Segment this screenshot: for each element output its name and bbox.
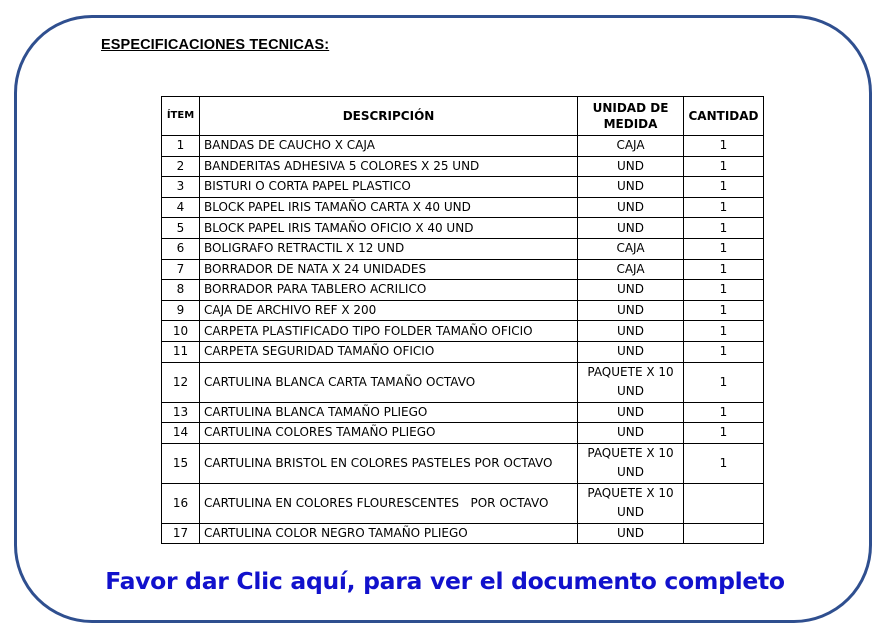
header-unit: UNIDAD DE MEDIDA xyxy=(578,97,684,136)
cell-description: BLOCK PAPEL IRIS TAMAÑO CARTA X 40 UND xyxy=(200,197,578,218)
cell-item: 8 xyxy=(162,280,200,301)
cell-quantity: 1 xyxy=(684,238,764,259)
cell-description: CARTULINA EN COLORES FLOURESCENTES POR OCTAVO xyxy=(200,483,578,523)
cell-unit: UND xyxy=(578,300,684,321)
header-description: DESCRIPCIÓN xyxy=(200,97,578,136)
cell-description: BISTURI O CORTA PAPEL PLASTICO xyxy=(200,177,578,198)
table-row xyxy=(162,300,764,321)
cell-item: 9 xyxy=(162,300,200,321)
cell-quantity: 1 xyxy=(684,402,764,423)
cell-unit: UND xyxy=(578,197,684,218)
cell-description: CARTULINA BRISTOL EN COLORES PASTELES POR OCTAVO xyxy=(200,443,578,483)
table-header-row xyxy=(162,97,764,136)
cell-item: 5 xyxy=(162,218,200,239)
table-row xyxy=(162,156,764,177)
cell-unit: UND xyxy=(578,280,684,301)
cell-unit: UND xyxy=(578,156,684,177)
cell-item: 1 xyxy=(162,136,200,157)
cell-quantity: 1 xyxy=(684,443,764,483)
cell-item: 15 xyxy=(162,443,200,483)
cell-quantity: 1 xyxy=(684,177,764,198)
cell-description: CARTULINA BLANCA CARTA TAMAÑO OCTAVO xyxy=(200,362,578,402)
cell-description: CARTULINA COLORES TAMAÑO PLIEGO xyxy=(200,423,578,444)
table-row xyxy=(162,218,764,239)
cell-unit: UND xyxy=(578,341,684,362)
header-quantity: CANTIDAD xyxy=(684,97,764,136)
section-heading: ESPECIFICACIONES TECNICAS: xyxy=(101,37,330,53)
cell-item: 12 xyxy=(162,362,200,402)
cell-description: CARPETA PLASTIFICADO TIPO FOLDER TAMAÑO OFICIO xyxy=(200,321,578,342)
cell-item: 6 xyxy=(162,238,200,259)
table-row xyxy=(162,523,764,544)
cell-item: 10 xyxy=(162,321,200,342)
cell-description: BLOCK PAPEL IRIS TAMAÑO OFICIO X 40 UND xyxy=(200,218,578,239)
cell-description: CARTULINA COLOR NEGRO TAMAÑO PLIEGO xyxy=(200,523,578,544)
table-row xyxy=(162,341,764,362)
table-row xyxy=(162,197,764,218)
cell-description: CAJA DE ARCHIVO REF X 200 xyxy=(200,300,578,321)
cell-description: BANDERITAS ADHESIVA 5 COLORES X 25 UND xyxy=(200,156,578,177)
table-row xyxy=(162,136,764,157)
table-row xyxy=(162,483,764,523)
cell-unit: CAJA xyxy=(578,259,684,280)
cell-item: 7 xyxy=(162,259,200,280)
cell-quantity: 1 xyxy=(684,259,764,280)
cell-unit: UND xyxy=(578,402,684,423)
table-row xyxy=(162,443,764,483)
cell-item: 3 xyxy=(162,177,200,198)
cell-quantity xyxy=(684,483,764,523)
specifications-table xyxy=(161,96,764,544)
header-item: ÍTEM xyxy=(162,97,200,136)
table-row xyxy=(162,423,764,444)
cell-unit: UND xyxy=(578,177,684,198)
cell-quantity xyxy=(684,523,764,544)
cell-unit: UND xyxy=(578,523,684,544)
cell-unit: UND xyxy=(578,218,684,239)
cell-item: 11 xyxy=(162,341,200,362)
cell-quantity: 1 xyxy=(684,156,764,177)
cell-description: BOLIGRAFO RETRACTIL X 12 UND xyxy=(200,238,578,259)
cell-quantity: 1 xyxy=(684,341,764,362)
cell-quantity: 1 xyxy=(684,218,764,239)
cell-unit: UND xyxy=(578,321,684,342)
cell-unit: PAQUETE X 10 UND xyxy=(578,362,684,402)
cell-quantity: 1 xyxy=(684,362,764,402)
cell-item: 4 xyxy=(162,197,200,218)
table-row xyxy=(162,402,764,423)
cell-unit: CAJA xyxy=(578,238,684,259)
cell-item: 13 xyxy=(162,402,200,423)
table-row xyxy=(162,362,764,402)
table-row xyxy=(162,177,764,198)
cell-description: BANDAS DE CAUCHO X CAJA xyxy=(200,136,578,157)
table-row xyxy=(162,238,764,259)
cell-quantity: 1 xyxy=(684,321,764,342)
table-row xyxy=(162,280,764,301)
cell-unit: PAQUETE X 10 UND xyxy=(578,483,684,523)
cell-quantity: 1 xyxy=(684,136,764,157)
cell-item: 2 xyxy=(162,156,200,177)
cell-unit: PAQUETE X 10 UND xyxy=(578,443,684,483)
cell-quantity: 1 xyxy=(684,280,764,301)
cell-description: BORRADOR PARA TABLERO ACRILICO xyxy=(200,280,578,301)
table-row xyxy=(162,259,764,280)
cell-quantity: 1 xyxy=(684,423,764,444)
cell-description: CARPETA SEGURIDAD TAMAÑO OFICIO xyxy=(200,341,578,362)
view-full-document-link[interactable]: Favor dar Clic aquí, para ver el documento completo xyxy=(105,567,785,595)
table-row xyxy=(162,321,764,342)
cell-item: 16 xyxy=(162,483,200,523)
cell-unit: UND xyxy=(578,423,684,444)
cell-description: CARTULINA BLANCA TAMAÑO PLIEGO xyxy=(200,402,578,423)
cell-quantity: 1 xyxy=(684,197,764,218)
cell-quantity: 1 xyxy=(684,300,764,321)
cell-description: BORRADOR DE NATA X 24 UNIDADES xyxy=(200,259,578,280)
cell-item: 14 xyxy=(162,423,200,444)
cell-item: 17 xyxy=(162,523,200,544)
cell-unit: CAJA xyxy=(578,136,684,157)
